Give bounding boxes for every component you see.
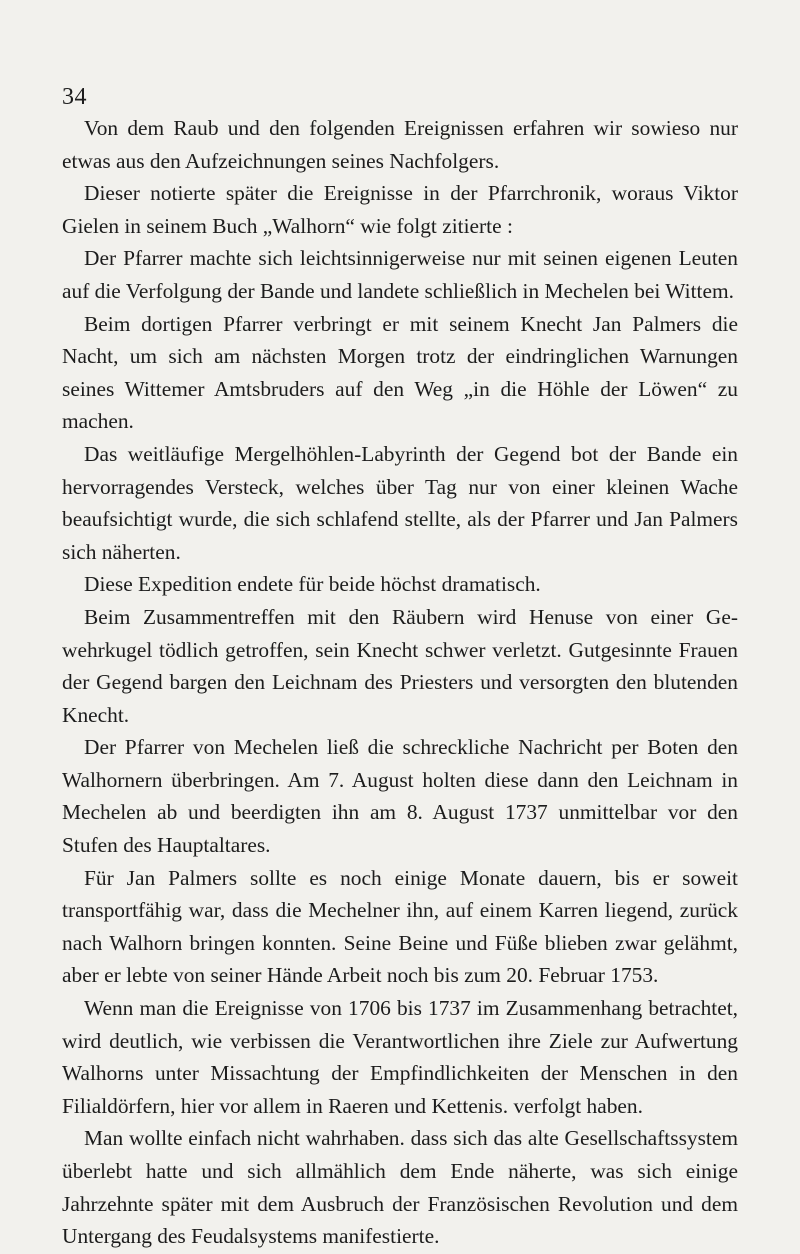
paragraph-7: Beim Zusammentreffen mit den Räubern wird Henuse von einer Gewehrkugel tödlich getroffen, sein Knecht schwer verletzt. Gutgesinnte Frauen der Gegend bargen den Leichnam des Priesters und versorgten den blutenden Knecht. [62,604,738,727]
paragraph-5: Das weitläufige Mergelhöhlen-Labyrinth der Gegend bot der Bande ein hervorragendes Versteck, welches über Tag nur von einer kleinen Wache beaufsichtigt wurde, die sich schlafend stellte, als der Pfarrer und Jan Palmers sich näherten. [62,441,738,564]
paragraph-6: Diese Expedition endete für beide höchst dramatisch. [84,572,541,597]
paragraph-3: Der Pfarrer machte sich leichtsinnigerweise nur mit seinen eigenen Leuten auf die Verfolgung der Bande und landete schließlich in Mechelen bei Wittem. [62,246,738,303]
paragraph-4: Beim dortigen Pfarrer verbringt er mit seinem Knecht Jan Palmers die Nacht, um sich am nächsten Morgen trotz der eindringlichen Warnungen seines Wittemer Amtsbruders auf den Weg „in die Höhle der Löwen“ zu machen. [62,311,738,434]
page-number: 34 [62,84,87,110]
paragraph-2: Dieser notierte später die Ereignisse in der Pfarrchronik, woraus Viktor Gielen in seinem Buch „Walhorn“ wie folgt zitierte : [62,181,738,238]
paragraph-1: Von dem Raub und den folgenden Ereignissen erfahren wir sowieso nur etwas aus den Aufzeichnungen seines Nachfolgers. [62,116,738,173]
paragraph-9: Für Jan Palmers sollte es noch einige Monate dauern, bis er soweit transportfähig war, dass die Mechelner ihn, auf einem Karren liegend, zurück nach Walhorn bringen konnten. Seine Beine und Füße blieben zwar gelähmt, aber er lebte von seiner Hände Arbeit noch bis zum 20. Februar 1753. [62,865,738,988]
paragraph-10: Wenn man die Ereignisse von 1706 bis 1737 im Zusammenhang betrachtet, wird deutlich, wie verbissen die Verantwortlichen ihre Ziele zur Aufwertung Walhorns unter Missachtung der Empfindlichkeiten der Menschen in den Filialdörfern, hier vor allem in Raeren und Kettenis. verfolgt haben. [62,996,738,1118]
paragraph-11: Man wollte einfach nicht wahrhaben. dass sich das alte Gesellschaftssystem überlebt hatte und sich allmählich dem Ende näherte, was sich einige Jahrzehnte später mit dem Ausbruch der Französischen Revolution und dem Untergang des Feudalsystems manifestierte. [62,1126,738,1249]
body-text [62,112,738,1253]
paragraph-8: Der Pfarrer von Mechelen ließ die schreckliche Nachricht per Boten den Walhornern überbringen. Am 7. August holten diese dann den Leichnam in Mechelen ab und beerdigten ihn am 8. August 1737 unmittelbar vor den Stufen des Hauptaltares. [62,735,738,858]
